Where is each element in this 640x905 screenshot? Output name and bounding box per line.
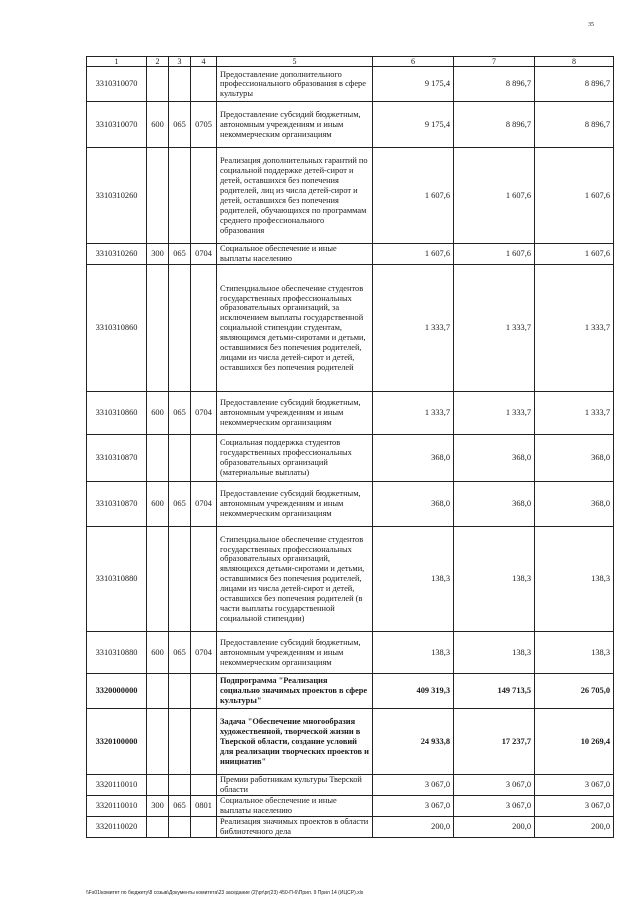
table-row — [87, 67, 614, 102]
subsection-code-cell: 0704 — [191, 482, 217, 527]
amount-year3-cell: 1 607,6 — [535, 244, 614, 265]
row-code-cell: 3310310260 — [87, 148, 147, 244]
amount-year1-cell: 1 333,7 — [373, 392, 454, 435]
amount-year3-cell: 200,0 — [535, 816, 614, 837]
ministry-code-cell — [169, 67, 191, 102]
subsection-code-cell — [191, 67, 217, 102]
section-code-cell: 300 — [147, 796, 169, 817]
row-description-cell: Предоставление дополнительного профессионального образования в сфере культуры — [217, 67, 373, 102]
table-row — [87, 709, 614, 775]
row-description-cell: Предоставление субсидий бюджетным, автономным учреждениям и иным некоммерческим организациям — [217, 392, 373, 435]
amount-year3-cell: 368,0 — [535, 435, 614, 482]
row-description-cell: Предоставление субсидий бюджетным, автономным учреждениям и иным некоммерческим организациям — [217, 632, 373, 674]
amount-year2-cell: 8 896,7 — [454, 67, 535, 102]
subsection-code-cell — [191, 148, 217, 244]
header-cell: 2 — [147, 57, 169, 67]
file-path-footer: \\Fs01\комитет по бюджету\8 созыв\Документы комитета\23 заседание (2)\pr\pr(23) 450-П-6\Прил. 9 Прил 14 (ИЦСР).xls — [86, 890, 364, 896]
row-description-cell: Подпрограмма "Реализация социально значимых проектов в сфере культуры" — [217, 674, 373, 709]
row-code-cell: 3310310870 — [87, 435, 147, 482]
row-code-cell: 3320100000 — [87, 709, 147, 775]
section-code-cell — [147, 265, 169, 392]
row-description-cell: Задача "Обеспечение многообразия художественной, творческой жизни в Тверской области, создание условий для реализации творческих проектов и инициатив" — [217, 709, 373, 775]
subsection-code-cell — [191, 674, 217, 709]
subsection-code-cell — [191, 709, 217, 775]
section-code-cell — [147, 527, 169, 632]
amount-year1-cell: 1 607,6 — [373, 244, 454, 265]
amount-year2-cell: 149 713,5 — [454, 674, 535, 709]
section-code-cell: 600 — [147, 102, 169, 148]
amount-year1-cell: 9 175,4 — [373, 67, 454, 102]
header-cell: 3 — [169, 57, 191, 67]
ministry-code-cell — [169, 816, 191, 837]
header-cell: 8 — [535, 57, 614, 67]
row-code-cell: 3320110010 — [87, 775, 147, 796]
ministry-code-cell — [169, 674, 191, 709]
row-code-cell: 3320000000 — [87, 674, 147, 709]
table-row — [87, 265, 614, 392]
section-code-cell: 600 — [147, 482, 169, 527]
amount-year3-cell: 1 333,7 — [535, 265, 614, 392]
section-code-cell — [147, 148, 169, 244]
section-code-cell — [147, 775, 169, 796]
ministry-code-cell — [169, 775, 191, 796]
amount-year2-cell: 1 333,7 — [454, 392, 535, 435]
row-description-cell: Стипендиальное обеспечение студентов государственных профессиональных образовательных организаций, за исключением выплаты государственной социальной стипендии студентам, являющимся детьми-сиротами и детьми, оставшимися без попечения родителей, лицами из числа детей-сирот и детей, оставшихся без попечения родителей — [217, 265, 373, 392]
amount-year1-cell: 3 067,0 — [373, 775, 454, 796]
amount-year3-cell: 368,0 — [535, 482, 614, 527]
section-code-cell — [147, 709, 169, 775]
section-code-cell — [147, 816, 169, 837]
header-cell: 5 — [217, 57, 373, 67]
page-number: 35 — [588, 22, 594, 28]
amount-year1-cell: 138,3 — [373, 632, 454, 674]
table-row — [87, 775, 614, 796]
row-code-cell: 3310310880 — [87, 527, 147, 632]
row-code-cell: 3310310070 — [87, 102, 147, 148]
amount-year2-cell: 1 607,6 — [454, 148, 535, 244]
ministry-code-cell — [169, 265, 191, 392]
header-cell: 4 — [191, 57, 217, 67]
subsection-code-cell: 0705 — [191, 102, 217, 148]
ministry-code-cell — [169, 709, 191, 775]
header-row — [87, 57, 614, 67]
amount-year3-cell: 26 705,0 — [535, 674, 614, 709]
row-code-cell: 3310310870 — [87, 482, 147, 527]
table-row — [87, 796, 614, 817]
row-code-cell: 3310310260 — [87, 244, 147, 265]
subsection-code-cell: 0704 — [191, 244, 217, 265]
amount-year2-cell: 8 896,7 — [454, 102, 535, 148]
budget-table — [86, 56, 614, 838]
amount-year2-cell: 368,0 — [454, 482, 535, 527]
row-description-cell: Премии работникам культуры Тверской области — [217, 775, 373, 796]
subsection-code-cell — [191, 265, 217, 392]
section-code-cell — [147, 435, 169, 482]
section-code-cell: 600 — [147, 392, 169, 435]
ministry-code-cell: 065 — [169, 796, 191, 817]
row-code-cell: 3310310860 — [87, 392, 147, 435]
amount-year2-cell: 200,0 — [454, 816, 535, 837]
table-row — [87, 244, 614, 265]
amount-year2-cell: 138,3 — [454, 527, 535, 632]
row-code-cell: 3310310070 — [87, 67, 147, 102]
ministry-code-cell: 065 — [169, 482, 191, 527]
row-description-cell: Стипендиальное обеспечение студентов государственных профессиональных образовательных организаций, являющихся детьми-сиротами и детьми, оставшимися без попечения родителей, лицами из числа детей-сирот и детей, оставшихся без попечения родителей (в части выплаты государственной социальной стипендии) — [217, 527, 373, 632]
row-description-cell: Социальное обеспечение и иные выплаты населению — [217, 244, 373, 265]
row-code-cell: 3320110020 — [87, 816, 147, 837]
subsection-code-cell: 0801 — [191, 796, 217, 817]
section-code-cell — [147, 674, 169, 709]
amount-year1-cell: 3 067,0 — [373, 796, 454, 817]
ministry-code-cell: 065 — [169, 392, 191, 435]
ministry-code-cell: 065 — [169, 632, 191, 674]
ministry-code-cell — [169, 148, 191, 244]
table-row — [87, 102, 614, 148]
table-row — [87, 482, 614, 527]
ministry-code-cell — [169, 435, 191, 482]
amount-year2-cell: 368,0 — [454, 435, 535, 482]
section-code-cell: 600 — [147, 632, 169, 674]
amount-year1-cell: 1 607,6 — [373, 148, 454, 244]
amount-year2-cell: 138,3 — [454, 632, 535, 674]
amount-year3-cell: 3 067,0 — [535, 796, 614, 817]
amount-year3-cell: 138,3 — [535, 527, 614, 632]
amount-year1-cell: 138,3 — [373, 527, 454, 632]
row-description-cell: Предоставление субсидий бюджетным, автономным учреждениям и иным некоммерческим организациям — [217, 482, 373, 527]
amount-year1-cell: 409 319,3 — [373, 674, 454, 709]
table-row — [87, 392, 614, 435]
row-description-cell: Социальная поддержка студентов государственных профессиональных образовательных организаций (материальные выплаты) — [217, 435, 373, 482]
amount-year2-cell: 1 333,7 — [454, 265, 535, 392]
table-row — [87, 148, 614, 244]
amount-year1-cell: 200,0 — [373, 816, 454, 837]
amount-year2-cell: 3 067,0 — [454, 775, 535, 796]
table-row — [87, 527, 614, 632]
amount-year1-cell: 9 175,4 — [373, 102, 454, 148]
amount-year3-cell: 8 896,7 — [535, 102, 614, 148]
row-description-cell: Предоставление субсидий бюджетным, автономным учреждениям и иным некоммерческим организациям — [217, 102, 373, 148]
subsection-code-cell — [191, 775, 217, 796]
row-code-cell: 3310310880 — [87, 632, 147, 674]
amount-year2-cell: 3 067,0 — [454, 796, 535, 817]
section-code-cell — [147, 67, 169, 102]
subsection-code-cell — [191, 435, 217, 482]
header-cell: 7 — [454, 57, 535, 67]
amount-year3-cell: 3 067,0 — [535, 775, 614, 796]
row-description-cell: Реализация значимых проектов в области библиотечного дела — [217, 816, 373, 837]
amount-year1-cell: 368,0 — [373, 482, 454, 527]
amount-year3-cell: 8 896,7 — [535, 67, 614, 102]
amount-year2-cell: 1 607,6 — [454, 244, 535, 265]
header-cell: 6 — [373, 57, 454, 67]
row-code-cell: 3320110010 — [87, 796, 147, 817]
ministry-code-cell: 065 — [169, 244, 191, 265]
subsection-code-cell — [191, 816, 217, 837]
section-code-cell: 300 — [147, 244, 169, 265]
table-row — [87, 435, 614, 482]
amount-year3-cell: 1 333,7 — [535, 392, 614, 435]
row-description-cell: Реализация дополнительных гарантий по социальной поддержке детей-сирот и детей, оставшихся без попечения родителей, лиц из числа детей-сирот и детей, оставшихся без попечения родителей, обучающихся по программам среднего профессионального образования — [217, 148, 373, 244]
row-description-cell: Социальное обеспечение и иные выплаты населению — [217, 796, 373, 817]
amount-year1-cell: 368,0 — [373, 435, 454, 482]
subsection-code-cell — [191, 527, 217, 632]
header-cell: 1 — [87, 57, 147, 67]
table-row — [87, 816, 614, 837]
amount-year3-cell: 10 269,4 — [535, 709, 614, 775]
amount-year1-cell: 24 933,8 — [373, 709, 454, 775]
subsection-code-cell: 0704 — [191, 392, 217, 435]
amount-year1-cell: 1 333,7 — [373, 265, 454, 392]
table-row — [87, 674, 614, 709]
amount-year2-cell: 17 237,7 — [454, 709, 535, 775]
row-code-cell: 3310310860 — [87, 265, 147, 392]
ministry-code-cell — [169, 527, 191, 632]
amount-year3-cell: 1 607,6 — [535, 148, 614, 244]
ministry-code-cell: 065 — [169, 102, 191, 148]
subsection-code-cell: 0704 — [191, 632, 217, 674]
table-row — [87, 632, 614, 674]
amount-year3-cell: 138,3 — [535, 632, 614, 674]
